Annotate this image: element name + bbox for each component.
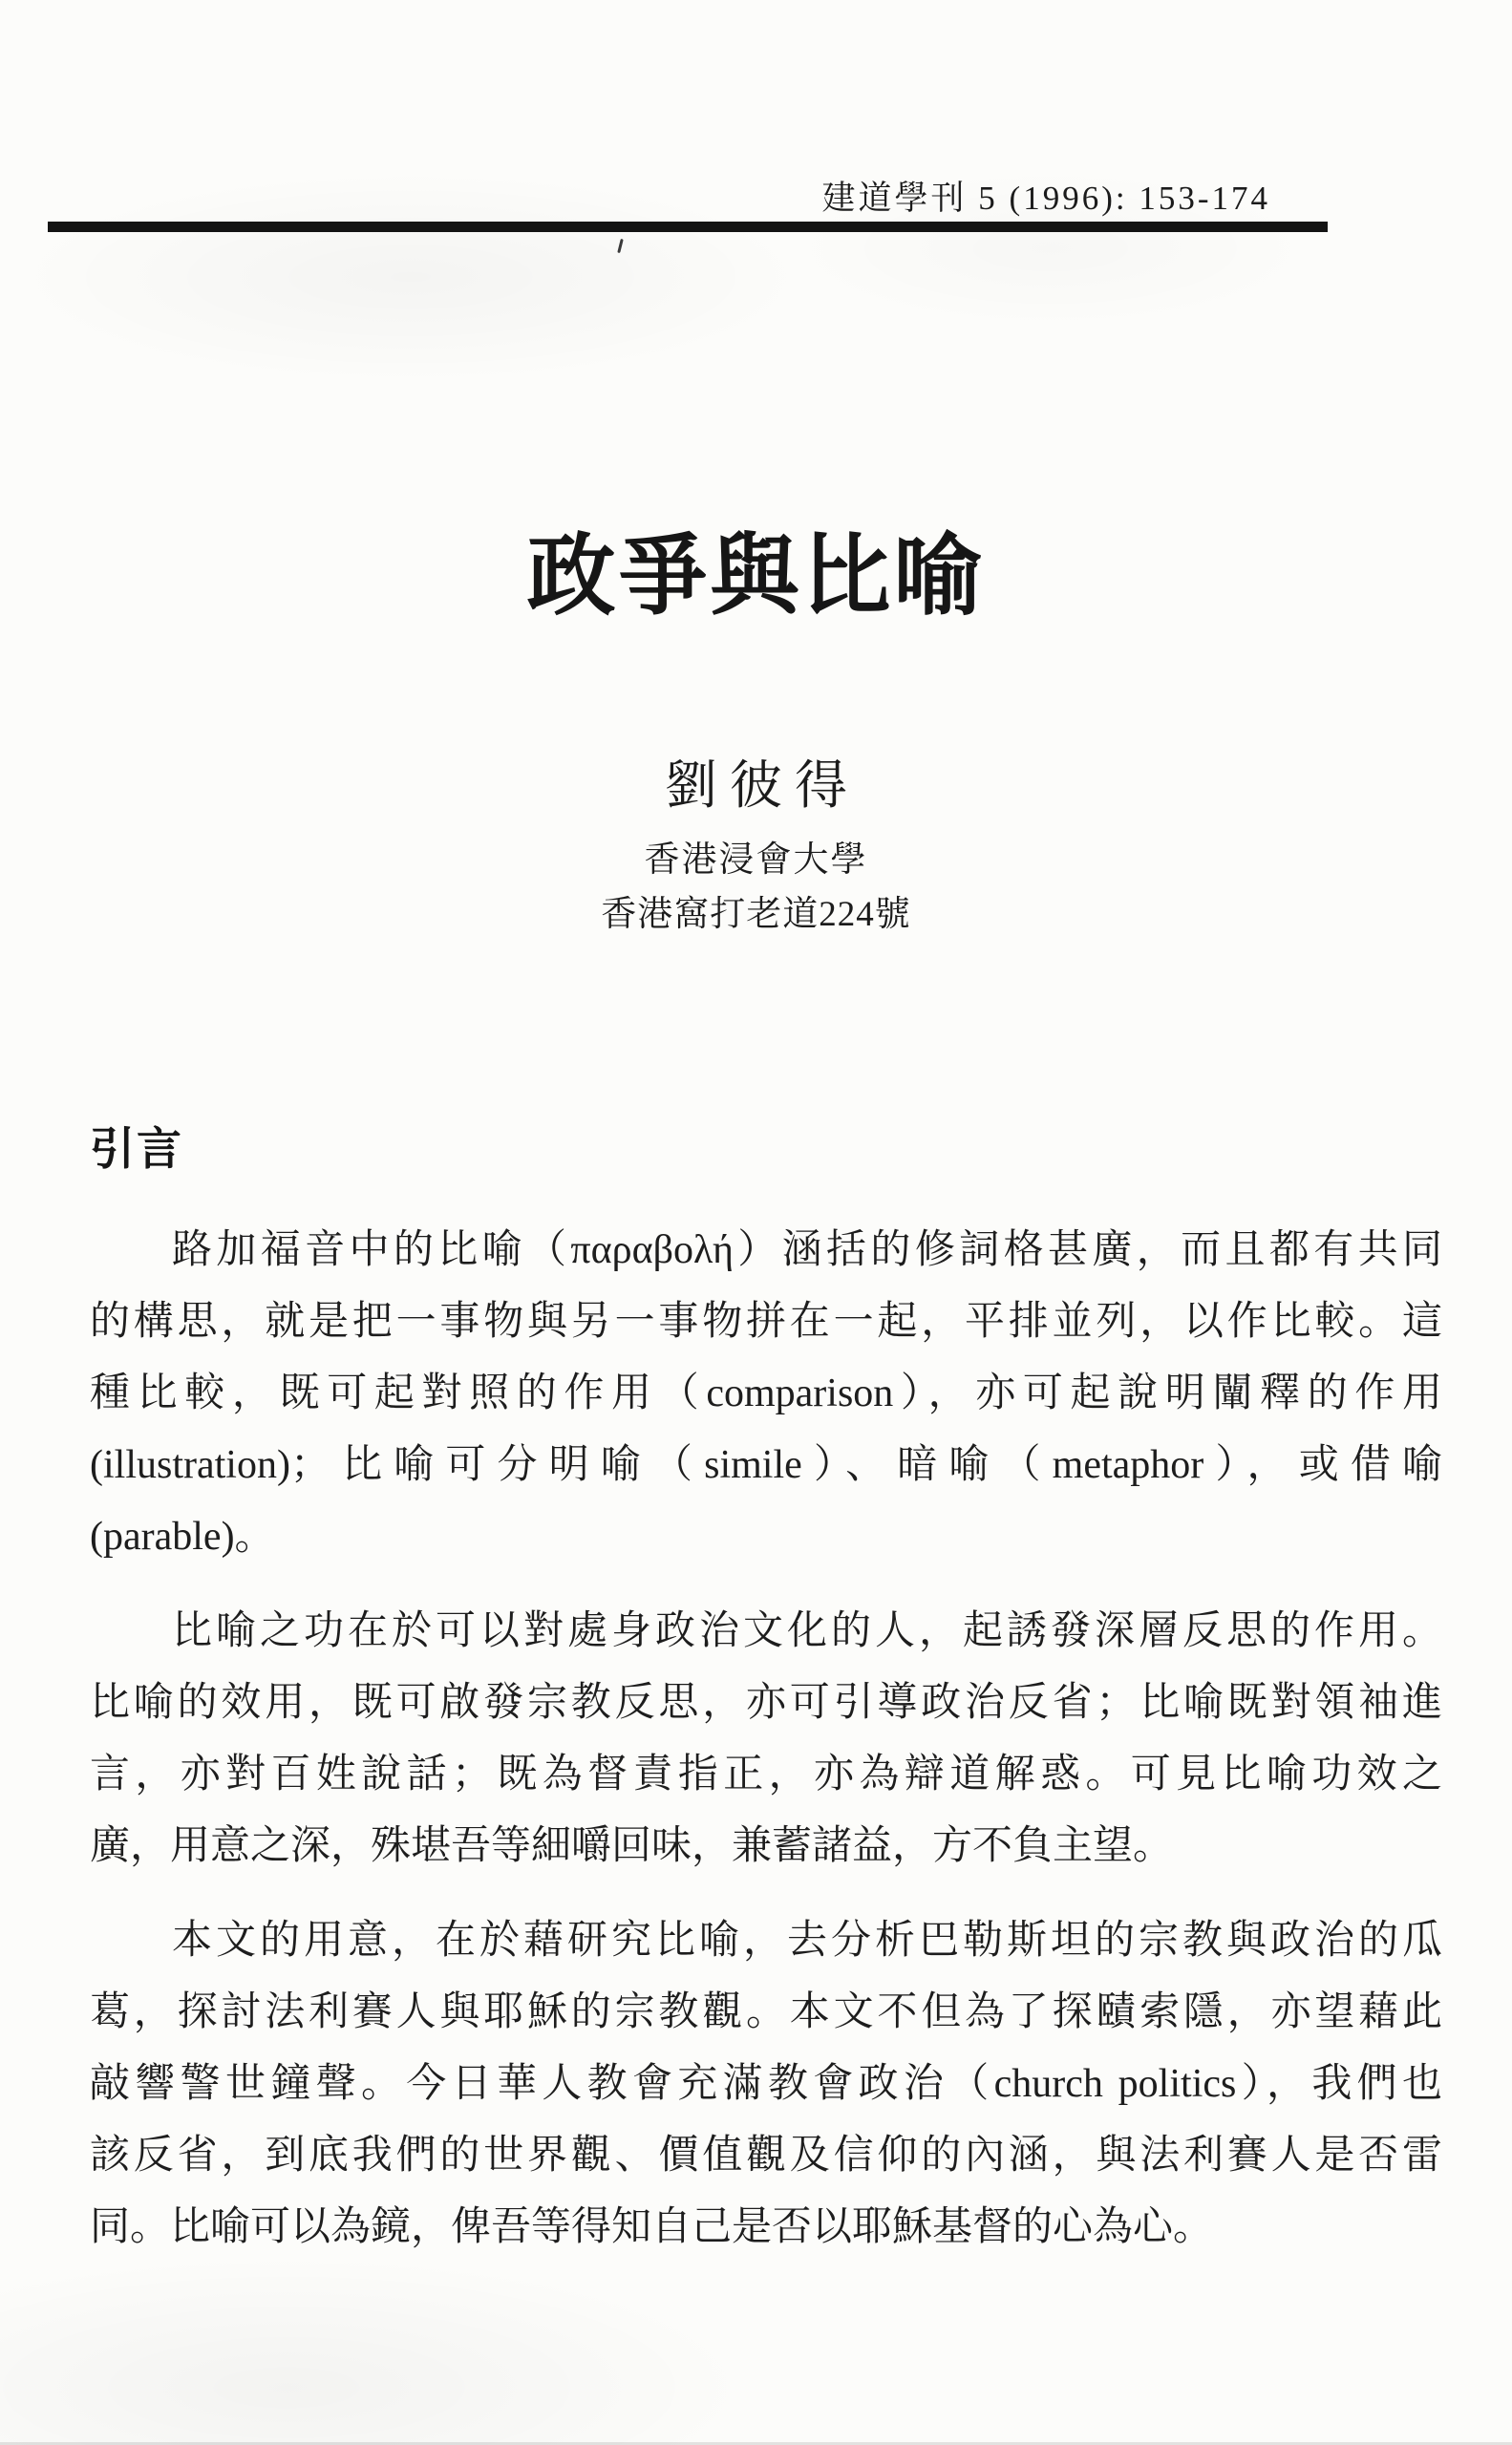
text-line: 同。比喻可以為鏡，俾吾等得知自己是否以耶穌基督的心為心。 bbox=[90, 2205, 1214, 2249]
text-line: 比喻之功在於可以對處身政治文化的人，起誘發深層反思的作用。 bbox=[172, 1609, 1442, 1653]
paragraph bbox=[90, 1215, 1442, 1573]
author-affiliation-address: 香港窩打老道224號 bbox=[601, 895, 911, 934]
text-line: 言，亦對百姓說話；既為督責指正，亦為辯道解惑。可見比喻功效之 bbox=[90, 1753, 1442, 1797]
journal-citation: 建道學刊 5 (1996): 153-174 bbox=[821, 180, 1270, 217]
text-line: 葛，探討法利賽人與耶穌的宗教觀。本文不但為了探賾索隱，亦望藉此 bbox=[90, 1990, 1442, 2034]
text-line: 敲響警世鐘聲。今日華人教會充滿教會政治（church politics），我們也 bbox=[90, 2062, 1442, 2106]
scan-artifact bbox=[617, 239, 624, 253]
text-line: 比喻的效用，既可啟發宗教反思，亦可引導政治反省；比喻既對領袖進 bbox=[90, 1681, 1442, 1725]
text-line: (parable)。 bbox=[90, 1515, 275, 1559]
text-line: (illustration)；比喻可分明喻（simile）、暗喻（metaphor），或借喻 bbox=[90, 1443, 1442, 1487]
paragraph bbox=[90, 1905, 1442, 2264]
article-title: 政爭與比喻 bbox=[526, 526, 986, 626]
text-line: 路加福音中的比喻（παραβολή）涵括的修詞格甚廣，而且都有共同 bbox=[172, 1228, 1442, 1272]
text-line: 廣，用意之深，殊堪吾等細嚼回味，兼蓄諸益，方不負主望。 bbox=[90, 1824, 1174, 1868]
text-line: 的構思，就是把一事物與另一事物拼在一起，平排並列，以作比較。這 bbox=[90, 1300, 1442, 1344]
header-rule bbox=[48, 222, 1328, 232]
section-heading-introduction: 引言 bbox=[90, 1123, 183, 1174]
text-line: 種比較，既可起對照的作用（comparison），亦可起說明闡釋的作用 bbox=[90, 1371, 1442, 1415]
author-affiliation-university: 香港浸會大學 bbox=[644, 840, 868, 880]
article-body bbox=[90, 1215, 1442, 2286]
text-line: 該反省，到底我們的世界觀、價值觀及信仰的內涵，與法利賽人是否雷 bbox=[90, 2134, 1442, 2178]
text-line: 本文的用意，在於藉研究比喻，去分析巴勒斯坦的宗教與政治的瓜 bbox=[172, 1919, 1442, 1963]
paragraph bbox=[90, 1596, 1442, 1882]
author-name: 劉彼得 bbox=[664, 756, 860, 815]
